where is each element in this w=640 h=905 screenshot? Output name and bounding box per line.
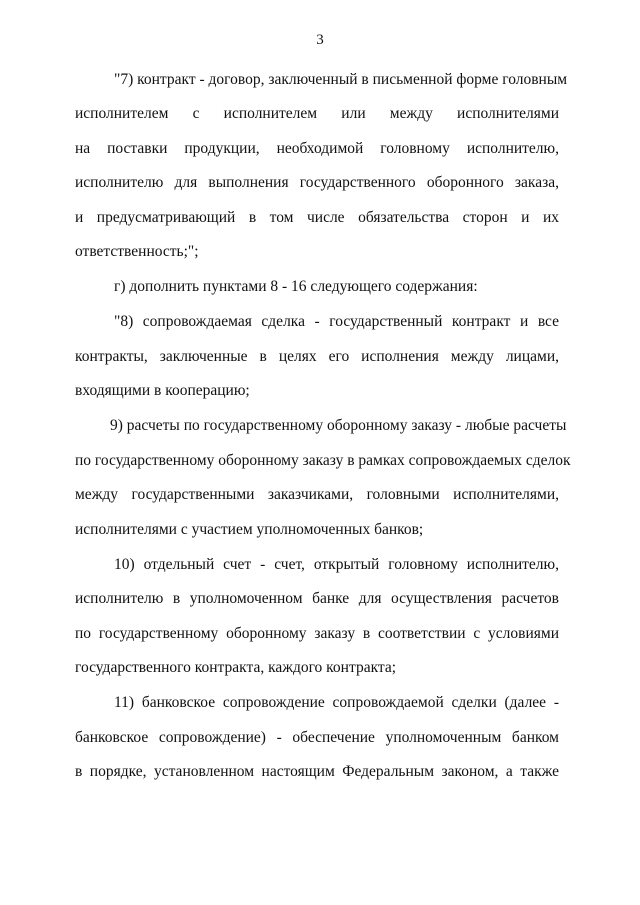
paragraph-8-line-1: "8) сопровождаемая сделка - государственный контракт и все	[114, 313, 559, 330]
paragraph-g-line-1: г) дополнить пунктами 8 - 16 следующего содержания:	[114, 278, 478, 295]
paragraph-9-line-2: по государственному оборонному заказу в рамках сопровождаемых сделок	[75, 452, 571, 469]
paragraph-7-line-2: исполнителем с исполнителем или между исполнителями	[75, 105, 559, 122]
paragraph-7-line-4: исполнителю для выполнения государственного оборонного заказа,	[75, 174, 559, 191]
paragraph-10-line-1: 10) отдельный счет - счет, открытый головному исполнителю,	[114, 556, 559, 573]
paragraph-8-line-3: входящими в кооперацию;	[75, 382, 250, 399]
paragraph-9-line-3: между государственными заказчиками, головными исполнителями,	[75, 486, 559, 503]
paragraph-7-line-1: "7) контракт - договор, заключенный в письменной форме головным	[114, 71, 568, 88]
paragraph-7-line-6: ответственность;";	[75, 243, 199, 260]
paragraph-11-line-3: в порядке, установленном настоящим Федеральным законом, а также	[75, 763, 559, 780]
page-number: 3	[316, 32, 324, 48]
paragraph-11-line-2: банковское сопровождение) - обеспечение уполномоченным банком	[75, 729, 559, 746]
paragraph-8-line-2: контракты, заключенные в целях его исполнения между лицами,	[75, 348, 559, 365]
paragraph-10-line-2: исполнителю в уполномоченном банке для осуществления расчетов	[75, 590, 559, 607]
paragraph-7-line-3: на поставки продукции, необходимой головному исполнителю,	[75, 140, 559, 157]
paragraph-9-line-1: 9) расчеты по государственному оборонному заказу - любые расчеты	[110, 417, 567, 434]
paragraph-10-line-3: по государственному оборонному заказу в соответствии с условиями	[75, 625, 559, 642]
paragraph-11-line-1: 11) банковское сопровождение сопровождаемой сделки (далее -	[114, 694, 559, 711]
paragraph-7-line-5: и предусматривающий в том числе обязательства сторон и их	[75, 209, 559, 226]
paragraph-10-line-4: государственного контракта, каждого контракта;	[75, 659, 397, 676]
paragraph-9-line-4: исполнителями с участием уполномоченных банков;	[75, 521, 424, 538]
